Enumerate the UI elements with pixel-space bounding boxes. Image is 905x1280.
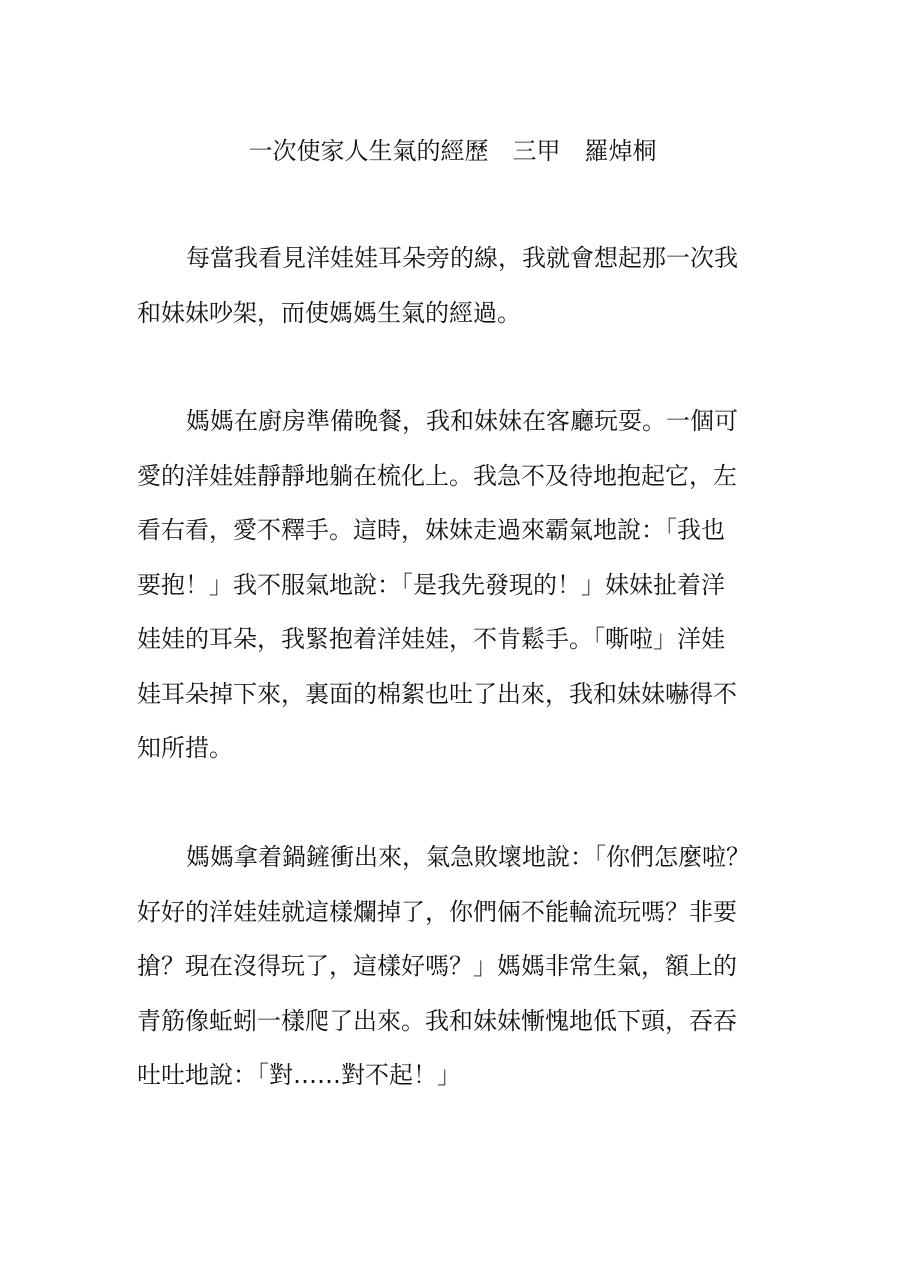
paragraph-2-line-5: 娃娃的耳朵，我緊抱着洋娃娃，不肯鬆手。「嘶啦」洋娃: [137, 625, 725, 653]
paragraph-3-line-2: 好好的洋娃娃就這樣爛掉了，你們倆不能輪流玩嗎？非要: [137, 898, 737, 926]
paragraph-1-line-2: 和妹妹吵架，而使媽媽生氣的經過。: [137, 299, 521, 327]
paragraph-2-line-3: 看右看，愛不釋手。這時，妹妹走過來霸氣地說：「我也: [137, 516, 725, 544]
paragraph-3-line-3: 搶？現在沒得玩了，這樣好嗎？」媽媽非常生氣，額上的: [137, 952, 737, 980]
paragraph-3-line-1: 媽媽拿着鍋鏟衝出來，氣急敗壞地說：「你們怎麼啦？: [186, 843, 750, 871]
document-title: 一次使家人生氣的經歷 三甲 羅焯桐: [248, 137, 657, 165]
paragraph-2-line-6: 娃耳朵掉下來，裏面的棉絮也吐了出來，我和妹妹嚇得不: [137, 680, 737, 708]
paragraph-2-line-1: 媽媽在廚房準備晚餐，我和妹妹在客廳玩耍。一個可: [186, 407, 738, 435]
paragraph-2-line-2: 愛的洋娃娃靜靜地躺在梳化上。我急不及待地抱起它，左: [137, 462, 737, 490]
paragraph-3-line-5: 吐吐地說：「對……對不起！」: [137, 1061, 461, 1089]
paragraph-2-line-4: 要抱！」我不服氣地說：「是我先發現的！」妹妹扯着洋: [137, 571, 725, 599]
paragraph-2-line-7: 知所措。: [137, 734, 233, 762]
paragraph-3-line-4: 青筋像蚯蚓一樣爬了出來。我和妹妹慚愧地低下頭，吞吞: [137, 1007, 737, 1035]
paragraph-1-line-1: 每當我看見洋娃娃耳朵旁的線，我就會想起那一次我: [186, 244, 738, 272]
